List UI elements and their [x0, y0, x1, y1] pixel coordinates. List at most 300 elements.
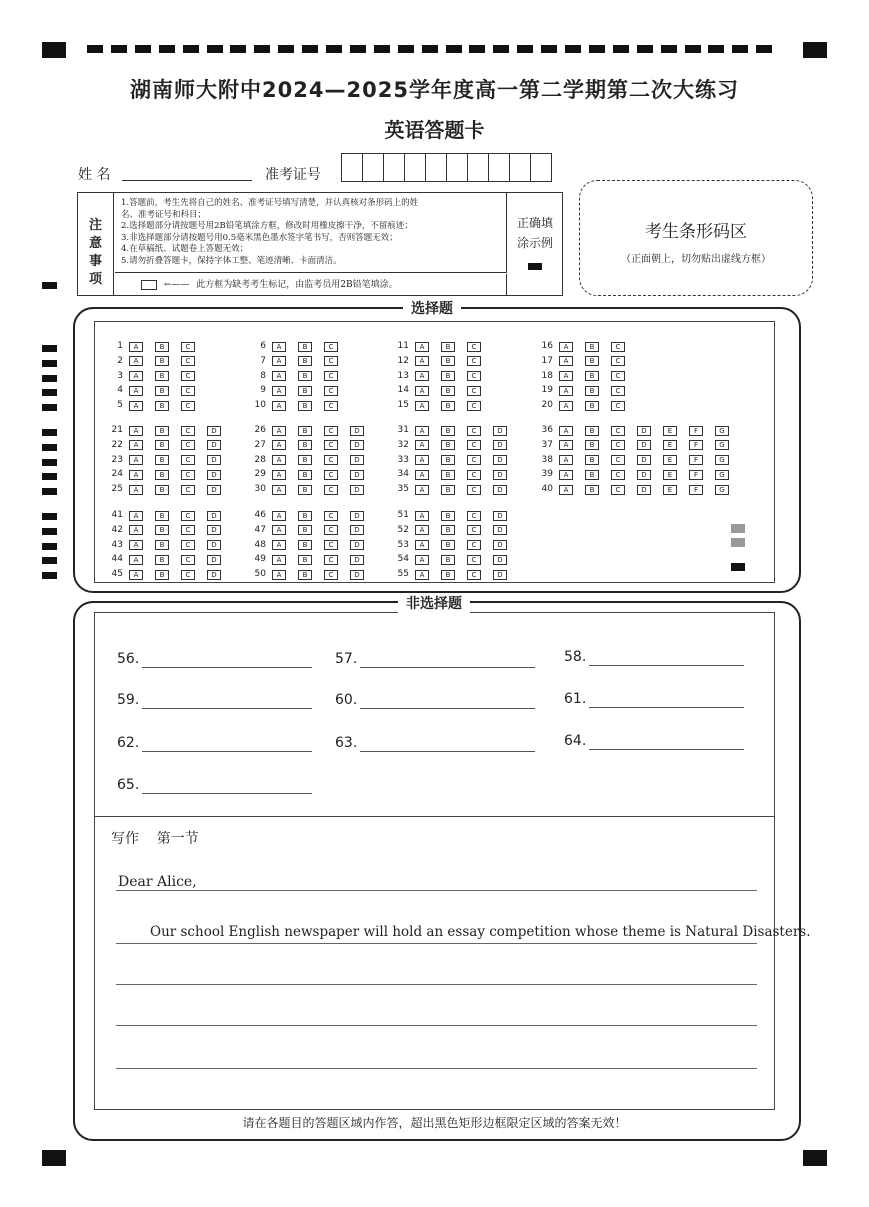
option-bubble-D[interactable]: D [493, 440, 507, 450]
option-bubble-A[interactable]: A [272, 455, 286, 465]
option-bubble-B[interactable]: B [155, 426, 169, 436]
option-bubble-A[interactable]: A [272, 540, 286, 550]
option-bubble-B[interactable]: B [585, 440, 599, 450]
option-bubble-C[interactable]: C [324, 356, 338, 366]
option-bubble-B[interactable]: B [155, 570, 169, 580]
option-bubble-A[interactable]: A [129, 511, 143, 521]
option-bubble-B[interactable]: B [298, 342, 312, 352]
exam-id-label: 准考证号 [265, 167, 321, 183]
option-bubble-D[interactable]: D [207, 570, 221, 580]
option-bubble-A[interactable]: A [415, 540, 429, 550]
question-3 [101, 371, 207, 382]
option-bubble-C[interactable]: C [181, 455, 195, 465]
option-bubble-B[interactable]: B [298, 371, 312, 381]
question-number: 19 [541, 385, 553, 396]
option-bubble-C[interactable]: C [181, 511, 195, 521]
blank-57[interactable] [335, 651, 357, 667]
option-bubble-A[interactable]: A [559, 455, 573, 465]
option-bubble-E[interactable]: E [663, 440, 677, 450]
question-49 [244, 554, 376, 565]
option-bubble-C[interactable]: C [181, 540, 195, 550]
option-bubble-A[interactable]: A [559, 470, 573, 480]
question-24 [101, 469, 233, 480]
option-bubble-C[interactable]: C [324, 525, 338, 535]
option-bubble-B[interactable]: B [441, 540, 455, 550]
option-bubble-A[interactable]: A [272, 525, 286, 535]
notice-item: 名、准考证号和科目； [121, 209, 207, 220]
side-mark [42, 557, 57, 564]
option-bubble-B[interactable]: B [441, 356, 455, 366]
option-bubble-D[interactable]: D [637, 455, 651, 465]
question-38 [531, 455, 741, 466]
question-number: 20 [541, 400, 553, 411]
option-bubble-B[interactable]: B [298, 401, 312, 411]
option-bubble-A[interactable]: A [272, 470, 286, 480]
option-bubble-C[interactable]: C [324, 342, 338, 352]
option-bubble-C[interactable]: C [611, 455, 625, 465]
option-bubble-A[interactable]: A [129, 371, 143, 381]
option-bubble-C[interactable]: C [181, 525, 195, 535]
option-bubble-C[interactable]: C [181, 440, 195, 450]
option-bubble-A[interactable]: A [272, 356, 286, 366]
option-bubble-A[interactable]: A [415, 455, 429, 465]
option-bubble-A[interactable]: A [129, 570, 143, 580]
option-bubble-B[interactable]: B [585, 401, 599, 411]
side-mark [42, 429, 57, 436]
question-number: 6 [260, 341, 266, 351]
question-number: 42 [111, 524, 123, 535]
option-bubble-A[interactable]: A [559, 342, 573, 352]
option-bubble-C[interactable]: C [467, 371, 481, 381]
option-bubble-D[interactable]: D [493, 455, 507, 465]
option-bubble-A[interactable]: A [272, 511, 286, 521]
option-bubble-C[interactable]: C [324, 371, 338, 381]
option-bubble-F[interactable]: F [689, 440, 703, 450]
blank-number: 56. [117, 651, 140, 667]
question-number: 48 [254, 539, 266, 550]
notice-item: 2.选择题部分请按题号用2B铅笔填涂方框，修改时用橡皮擦干净，不留痕迹； [121, 221, 413, 231]
question-number: 39 [541, 469, 553, 480]
option-bubble-C[interactable]: C [181, 356, 195, 366]
option-bubble-D[interactable]: D [207, 440, 221, 450]
option-bubble-C[interactable]: C [467, 401, 481, 411]
blank-64[interactable] [564, 733, 586, 749]
question-46 [244, 510, 376, 521]
option-bubble-C[interactable]: C [611, 386, 625, 396]
option-bubble-D[interactable]: D [350, 470, 364, 480]
option-bubble-B[interactable]: B [155, 485, 169, 495]
option-bubble-A[interactable]: A [272, 485, 286, 495]
option-bubble-C[interactable]: C [181, 426, 195, 436]
blank-number: 61. [564, 691, 587, 707]
timing-dash [493, 45, 509, 53]
writing-title: 写作 第一节 [111, 831, 199, 847]
option-bubble-B[interactable]: B [441, 426, 455, 436]
option-bubble-B[interactable]: B [441, 570, 455, 580]
option-bubble-C[interactable]: C [467, 485, 481, 495]
option-bubble-C[interactable]: C [467, 342, 481, 352]
option-bubble-A[interactable]: A [272, 371, 286, 381]
option-bubble-C[interactable]: C [467, 540, 481, 550]
option-bubble-D[interactable]: D [493, 525, 507, 535]
option-bubble-D[interactable]: D [493, 555, 507, 565]
option-bubble-B[interactable]: B [155, 455, 169, 465]
option-bubble-A[interactable]: A [415, 470, 429, 480]
filled-example-mark [528, 263, 542, 270]
question-number: 49 [254, 554, 266, 565]
option-bubble-E[interactable]: E [663, 426, 677, 436]
option-bubble-C[interactable]: C [181, 555, 195, 565]
barcode-area [579, 180, 813, 296]
option-bubble-D[interactable]: D [207, 485, 221, 495]
option-bubble-A[interactable]: A [129, 356, 143, 366]
option-bubble-C[interactable]: C [181, 570, 195, 580]
option-bubble-C[interactable]: C [611, 371, 625, 381]
option-bubble-C[interactable]: C [324, 426, 338, 436]
option-bubble-C[interactable]: C [611, 470, 625, 480]
question-8 [244, 371, 350, 382]
option-bubble-A[interactable]: A [129, 555, 143, 565]
option-bubble-B[interactable]: B [298, 485, 312, 495]
option-bubble-B[interactable]: B [298, 470, 312, 480]
option-bubble-D[interactable]: D [493, 511, 507, 521]
question-number: 40 [541, 484, 553, 495]
option-bubble-A[interactable]: A [272, 555, 286, 565]
writing-line[interactable] [116, 984, 757, 985]
option-bubble-B[interactable]: B [441, 511, 455, 521]
option-bubble-D[interactable]: D [350, 511, 364, 521]
timing-dash [230, 45, 246, 53]
option-bubble-A[interactable]: A [415, 570, 429, 580]
option-bubble-D[interactable]: D [350, 525, 364, 535]
writing-line[interactable] [116, 943, 757, 944]
exam-id-grid[interactable] [341, 153, 552, 182]
option-bubble-D[interactable]: D [350, 570, 364, 580]
option-bubble-A[interactable]: A [559, 440, 573, 450]
option-bubble-D[interactable]: D [493, 470, 507, 480]
option-bubble-D[interactable]: D [637, 485, 651, 495]
option-bubble-D[interactable]: D [207, 470, 221, 480]
option-bubble-C[interactable]: C [181, 401, 195, 411]
option-bubble-A[interactable]: A [129, 485, 143, 495]
option-bubble-D[interactable]: D [207, 511, 221, 521]
blank-62[interactable] [117, 735, 139, 751]
writing-line[interactable] [116, 890, 757, 891]
option-bubble-C[interactable]: C [324, 470, 338, 480]
option-bubble-B[interactable]: B [155, 470, 169, 480]
option-bubble-B[interactable]: B [441, 440, 455, 450]
option-bubble-B[interactable]: B [155, 525, 169, 535]
option-bubble-F[interactable]: F [689, 426, 703, 436]
option-bubble-F[interactable]: F [689, 470, 703, 480]
option-bubble-B[interactable]: B [441, 401, 455, 411]
option-bubble-E[interactable]: E [663, 455, 677, 465]
option-bubble-B[interactable]: B [298, 455, 312, 465]
option-bubble-C[interactable]: C [324, 386, 338, 396]
option-bubble-B[interactable]: B [298, 540, 312, 550]
question-number: 29 [254, 469, 266, 480]
blank-number: 64. [564, 733, 587, 749]
option-bubble-C[interactable]: C [181, 386, 195, 396]
option-bubble-A[interactable]: A [129, 426, 143, 436]
option-bubble-A[interactable]: A [272, 386, 286, 396]
option-bubble-B[interactable]: B [155, 511, 169, 521]
option-bubble-D[interactable]: D [493, 485, 507, 495]
option-bubble-C[interactable]: C [324, 555, 338, 565]
option-bubble-B[interactable]: B [298, 525, 312, 535]
option-bubble-B[interactable]: B [441, 525, 455, 535]
option-bubble-B[interactable]: B [155, 555, 169, 565]
option-bubble-C[interactable]: C [611, 485, 625, 495]
option-bubble-D[interactable]: D [350, 540, 364, 550]
option-bubble-A[interactable]: A [272, 426, 286, 436]
option-bubble-B[interactable]: B [155, 540, 169, 550]
option-bubble-C[interactable]: C [467, 555, 481, 565]
option-bubble-G[interactable]: G [715, 470, 729, 480]
blank-60[interactable] [335, 692, 357, 708]
blank-65[interactable] [117, 777, 139, 793]
option-bubble-D[interactable]: D [350, 426, 364, 436]
option-bubble-B[interactable]: B [298, 511, 312, 521]
option-bubble-B[interactable]: B [441, 342, 455, 352]
option-bubble-C[interactable]: C [324, 485, 338, 495]
option-bubble-B[interactable]: B [585, 470, 599, 480]
option-bubble-B[interactable]: B [155, 356, 169, 366]
option-bubble-E[interactable]: E [663, 470, 677, 480]
option-bubble-A[interactable]: A [272, 401, 286, 411]
option-bubble-A[interactable]: A [129, 386, 143, 396]
option-bubble-B[interactable]: B [585, 356, 599, 366]
timing-dash [135, 45, 151, 53]
blank-59[interactable] [117, 692, 139, 708]
question-19 [531, 385, 637, 396]
option-bubble-B[interactable]: B [155, 371, 169, 381]
option-bubble-A[interactable]: A [415, 371, 429, 381]
option-bubble-A[interactable]: A [415, 485, 429, 495]
option-bubble-B[interactable]: B [441, 485, 455, 495]
option-bubble-A[interactable]: A [129, 540, 143, 550]
option-bubble-B[interactable]: B [441, 555, 455, 565]
option-bubble-A[interactable]: A [272, 342, 286, 352]
option-bubble-D[interactable]: D [350, 555, 364, 565]
option-bubble-B[interactable]: B [441, 371, 455, 381]
option-bubble-A[interactable]: A [129, 401, 143, 411]
option-bubble-A[interactable]: A [559, 401, 573, 411]
option-bubble-D[interactable]: D [637, 470, 651, 480]
option-bubble-A[interactable]: A [415, 440, 429, 450]
option-bubble-D[interactable]: D [207, 555, 221, 565]
blank-56[interactable] [117, 651, 139, 667]
timing-dash [589, 45, 605, 53]
question-number: 7 [260, 355, 266, 366]
option-bubble-C[interactable]: C [181, 485, 195, 495]
option-bubble-D[interactable]: D [207, 540, 221, 550]
question-number: 52 [397, 524, 409, 535]
option-bubble-B[interactable]: B [441, 386, 455, 396]
side-mark [42, 572, 57, 579]
option-bubble-A[interactable]: A [415, 555, 429, 565]
blank-number: 60. [335, 692, 358, 708]
question-number: 3 [117, 370, 123, 381]
option-bubble-D[interactable]: D [350, 455, 364, 465]
blank-58[interactable] [564, 649, 586, 665]
option-bubble-C[interactable]: C [324, 440, 338, 450]
option-bubble-D[interactable]: D [637, 426, 651, 436]
option-bubble-A[interactable]: A [559, 371, 573, 381]
option-bubble-C[interactable]: C [611, 342, 625, 352]
option-bubble-D[interactable]: D [207, 426, 221, 436]
question-number: 47 [254, 524, 266, 535]
option-bubble-F[interactable]: F [689, 485, 703, 495]
option-bubble-B[interactable]: B [585, 426, 599, 436]
option-bubble-C[interactable]: C [467, 525, 481, 535]
option-bubble-B[interactable]: B [298, 356, 312, 366]
option-bubble-C[interactable]: C [467, 570, 481, 580]
option-bubble-A[interactable]: A [559, 386, 573, 396]
option-bubble-D[interactable]: D [350, 485, 364, 495]
option-bubble-A[interactable]: A [415, 342, 429, 352]
blank-63[interactable] [335, 735, 357, 751]
option-bubble-C[interactable]: C [181, 371, 195, 381]
option-bubble-B[interactable]: B [585, 371, 599, 381]
question-30 [244, 484, 376, 495]
blank-61[interactable] [564, 691, 586, 707]
question-number: 45 [111, 569, 123, 580]
timing-dash [469, 45, 485, 53]
option-bubble-C[interactable]: C [611, 356, 625, 366]
option-bubble-D[interactable]: D [350, 440, 364, 450]
option-bubble-C[interactable]: C [611, 426, 625, 436]
option-bubble-D[interactable]: D [207, 525, 221, 535]
option-bubble-C[interactable]: C [181, 342, 195, 352]
question-number: 9 [260, 385, 266, 396]
option-bubble-D[interactable]: D [637, 440, 651, 450]
option-bubble-A[interactable]: A [559, 485, 573, 495]
option-bubble-G[interactable]: G [715, 440, 729, 450]
question-18 [531, 371, 637, 382]
option-bubble-B[interactable]: B [155, 342, 169, 352]
option-bubble-A[interactable]: A [415, 356, 429, 366]
option-bubble-C[interactable]: C [324, 570, 338, 580]
option-bubble-A[interactable]: A [559, 426, 573, 436]
option-bubble-C[interactable]: C [467, 455, 481, 465]
option-bubble-B[interactable]: B [298, 386, 312, 396]
option-bubble-D[interactable]: D [493, 426, 507, 436]
option-bubble-G[interactable]: G [715, 455, 729, 465]
option-bubble-D[interactable]: D [493, 570, 507, 580]
question-number: 30 [254, 484, 266, 495]
option-bubble-B[interactable]: B [155, 401, 169, 411]
option-bubble-C[interactable]: C [467, 386, 481, 396]
option-bubble-A[interactable]: A [129, 470, 143, 480]
option-bubble-A[interactable]: A [415, 426, 429, 436]
option-bubble-C[interactable]: C [467, 440, 481, 450]
option-bubble-C[interactable]: C [467, 426, 481, 436]
question-number: 46 [254, 510, 266, 520]
question-number: 18 [541, 370, 553, 381]
option-bubble-C[interactable]: C [467, 511, 481, 521]
option-bubble-B[interactable]: B [155, 440, 169, 450]
option-bubble-B[interactable]: B [585, 386, 599, 396]
question-17 [531, 356, 637, 367]
question-42 [101, 525, 233, 536]
option-bubble-B[interactable]: B [585, 455, 599, 465]
question-number: 27 [254, 439, 266, 450]
question-7 [244, 356, 350, 367]
option-bubble-A[interactable]: A [272, 570, 286, 580]
option-bubble-B[interactable]: B [298, 440, 312, 450]
option-bubble-B[interactable]: B [441, 455, 455, 465]
option-bubble-A[interactable]: A [415, 401, 429, 411]
question-number: 43 [111, 539, 123, 550]
option-bubble-B[interactable]: B [585, 342, 599, 352]
option-bubble-C[interactable]: C [324, 511, 338, 521]
option-bubble-F[interactable]: F [689, 455, 703, 465]
nonchoice-title: 非选择题 [398, 593, 470, 613]
option-bubble-C[interactable]: C [324, 540, 338, 550]
option-bubble-C[interactable]: C [181, 470, 195, 480]
option-bubble-A[interactable]: A [129, 455, 143, 465]
option-bubble-C[interactable]: C [611, 440, 625, 450]
question-31 [387, 425, 519, 436]
option-bubble-A[interactable]: A [415, 525, 429, 535]
option-bubble-B[interactable]: B [155, 386, 169, 396]
option-bubble-B[interactable]: B [585, 485, 599, 495]
option-bubble-C[interactable]: C [611, 401, 625, 411]
option-bubble-B[interactable]: B [298, 426, 312, 436]
option-bubble-E[interactable]: E [663, 485, 677, 495]
option-bubble-B[interactable]: B [298, 555, 312, 565]
writing-line[interactable] [116, 1068, 757, 1069]
timing-dash [708, 45, 724, 53]
question-9 [244, 385, 350, 396]
option-bubble-A[interactable]: A [129, 525, 143, 535]
option-bubble-B[interactable]: B [298, 570, 312, 580]
blank-number: 59. [117, 692, 140, 708]
option-bubble-C[interactable]: C [324, 455, 338, 465]
absent-checkbox[interactable] [141, 280, 157, 290]
timing-dash [302, 45, 318, 53]
question-15 [387, 400, 493, 411]
question-number: 41 [111, 510, 123, 520]
option-bubble-A[interactable]: A [415, 386, 429, 396]
option-bubble-A[interactable]: A [129, 342, 143, 352]
side-mark [42, 488, 57, 495]
corner-mark-top-right [803, 42, 827, 58]
section-divider [94, 816, 774, 817]
side-mark [42, 459, 57, 466]
option-bubble-G[interactable]: G [715, 426, 729, 436]
option-bubble-A[interactable]: A [559, 356, 573, 366]
option-bubble-D[interactable]: D [493, 540, 507, 550]
question-number: 55 [397, 569, 409, 580]
option-bubble-D[interactable]: D [207, 455, 221, 465]
option-bubble-B[interactable]: B [441, 470, 455, 480]
option-bubble-C[interactable]: C [467, 470, 481, 480]
option-bubble-G[interactable]: G [715, 485, 729, 495]
option-bubble-A[interactable]: A [415, 511, 429, 521]
option-bubble-A[interactable]: A [272, 440, 286, 450]
question-number: 33 [397, 454, 409, 465]
question-number: 36 [541, 425, 553, 435]
option-bubble-C[interactable]: C [324, 401, 338, 411]
writing-line[interactable] [116, 1025, 757, 1026]
name-field[interactable] [122, 180, 252, 181]
option-bubble-A[interactable]: A [129, 440, 143, 450]
question-40 [531, 484, 741, 495]
option-bubble-C[interactable]: C [467, 356, 481, 366]
question-35 [387, 484, 519, 495]
